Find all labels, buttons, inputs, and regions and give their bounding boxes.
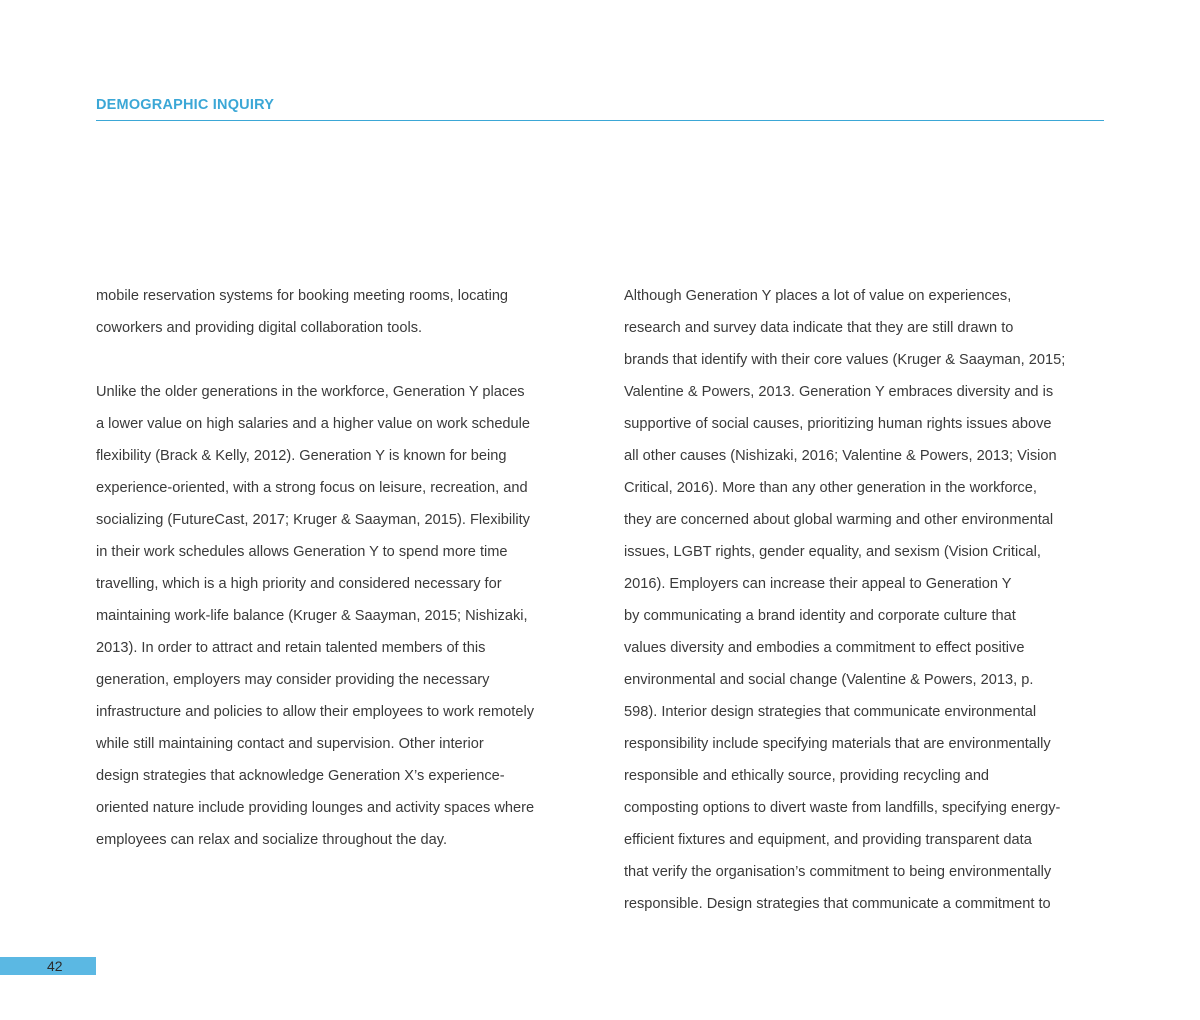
text-line: that verify the organisation’s commitment to being environmentally [624, 864, 1052, 880]
text-line: in their work schedules allows Generation Y to spend more time [96, 544, 508, 560]
text-line: efficient fixtures and equipment, and providing transparent data [624, 832, 1032, 848]
text-line: Critical, 2016). More than any other generation in the workforce, [624, 480, 1037, 496]
paragraph-right-1 [624, 280, 1124, 920]
text-line: values diversity and embodies a commitment to effect positive [624, 640, 1025, 656]
text-line: Valentine & Powers, 2013. Generation Y embraces diversity and is [624, 384, 1054, 400]
paragraph-left-1 [96, 280, 596, 344]
text-line: composting options to divert waste from landfills, specifying energy- [624, 800, 1061, 816]
text-line: environmental and social change (Valentine & Powers, 2013, p. [624, 672, 1034, 688]
text-line: generation, employers may consider providing the necessary [96, 672, 490, 688]
text-line: flexibility (Brack & Kelly, 2012). Generation Y is known for being [96, 448, 507, 464]
left-column [96, 280, 596, 856]
text-line: while still maintaining contact and supervision. Other interior [96, 736, 484, 752]
text-line: Although Generation Y places a lot of value on experiences, [624, 288, 1012, 304]
text-line: supportive of social causes, prioritizing human rights issues above [624, 416, 1052, 432]
text-line: responsibility include specifying materials that are environmentally [624, 736, 1051, 752]
text-line: responsible and ethically source, providing recycling and [624, 768, 990, 784]
right-column [624, 280, 1124, 920]
header-divider [96, 120, 1104, 121]
paragraph-left-2 [96, 376, 596, 856]
text-line: mobile reservation systems for booking meeting rooms, locating [96, 288, 509, 304]
text-line: maintaining work-life balance (Kruger & Saayman, 2015; Nishizaki, [96, 608, 528, 624]
text-line: by communicating a brand identity and corporate culture that [624, 608, 1016, 624]
text-line: issues, LGBT rights, gender equality, and sexism (Vision Critical, [624, 544, 1041, 560]
text-line: experience-oriented, with a strong focus on leisure, recreation, and [96, 480, 528, 496]
text-line: 2013). In order to attract and retain talented members of this [96, 640, 486, 656]
text-line: Unlike the older generations in the workforce, Generation Y places [96, 384, 525, 400]
text-line: travelling, which is a high priority and considered necessary for [96, 576, 502, 592]
text-line: socializing (FutureCast, 2017; Kruger & Saayman, 2015). Flexibility [96, 512, 530, 528]
text-line: 2016). Employers can increase their appeal to Generation Y [624, 576, 1012, 592]
section-header: DEMOGRAPHIC INQUIRY [96, 97, 275, 113]
paragraph-spacer [96, 344, 596, 376]
text-line: they are concerned about global warming and other environmental [624, 512, 1054, 528]
text-line: infrastructure and policies to allow their employees to work remotely [96, 704, 535, 720]
text-line: all other causes (Nishizaki, 2016; Valentine & Powers, 2013; Vision [624, 448, 1057, 464]
page-number: 42 [47, 958, 63, 974]
text-line: design strategies that acknowledge Generation X’s experience- [96, 768, 505, 784]
text-line: 598). Interior design strategies that communicate environmental [624, 704, 1037, 720]
text-line: oriented nature include providing lounges and activity spaces where [96, 800, 535, 816]
text-line: research and survey data indicate that they are still drawn to [624, 320, 1014, 336]
text-line: coworkers and providing digital collaboration tools. [96, 320, 423, 336]
text-line: employees can relax and socialize throughout the day. [96, 832, 448, 848]
text-line: responsible. Design strategies that communicate a commitment to [624, 896, 1051, 912]
text-line: a lower value on high salaries and a higher value on work schedule [96, 416, 531, 432]
text-line: brands that identify with their core values (Kruger & Saayman, 2015; [624, 352, 1066, 368]
